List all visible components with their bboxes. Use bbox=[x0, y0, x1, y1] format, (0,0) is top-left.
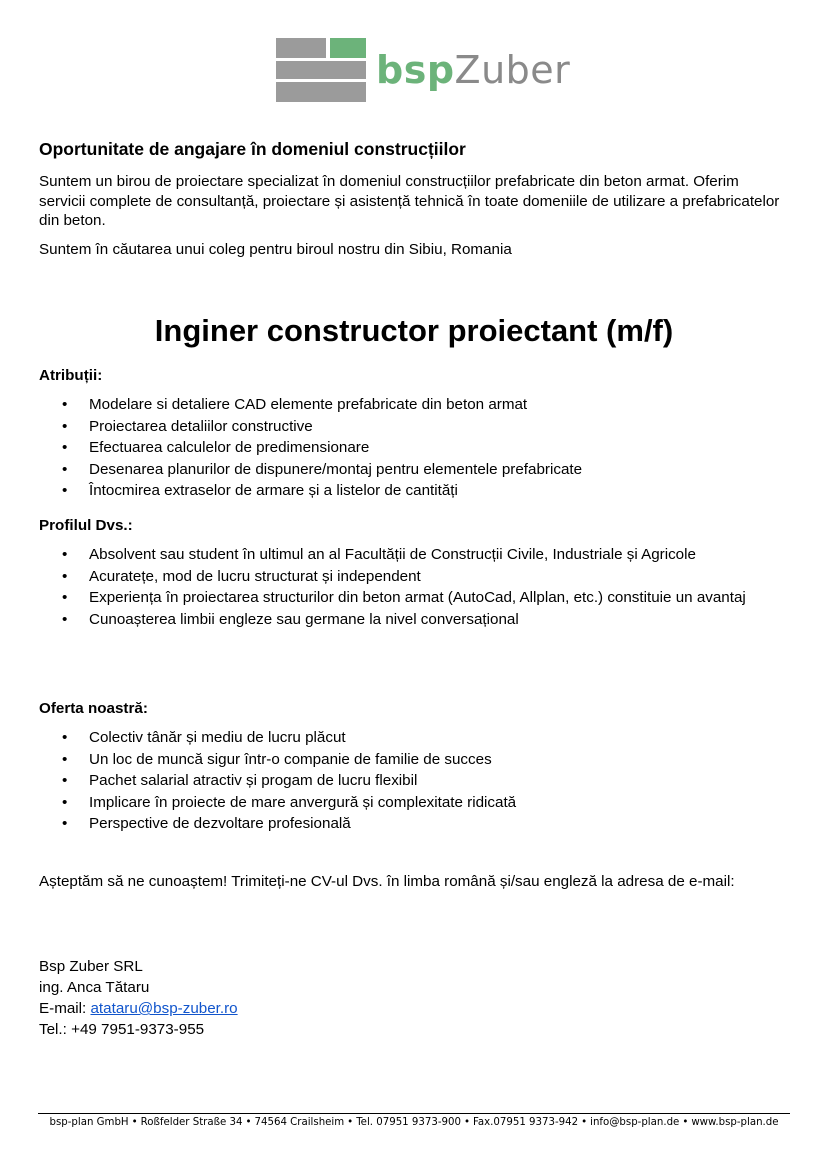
document-body bbox=[39, 138, 789, 1038]
location-paragraph: Suntem în căutarea unui coleg pentru biroul nostru din Sibiu, Romania bbox=[39, 240, 512, 258]
list-item: • Experiența în proiectarea structurilor din beton armat (AutoCad, Allplan, etc.) constituie un avantaj bbox=[39, 587, 789, 609]
contact-phone: Tel.: +49 7951-9373-955 bbox=[39, 1021, 205, 1038]
list-item: • Proiectarea detaliilor constructive bbox=[39, 416, 789, 438]
company-logo bbox=[276, 38, 571, 102]
list-item: • Cunoașterea limbii engleze sau germane la nivel conversațional bbox=[39, 609, 789, 631]
list-item: • Implicare în proiecte de mare anvergură și complexitate ridicată bbox=[39, 792, 789, 814]
page-headline: Oportunitate de angajare în domeniul construcțiilor bbox=[39, 139, 466, 159]
list-item: • Un loc de muncă sigur într-o companie de familie de succes bbox=[39, 749, 789, 771]
offer-section bbox=[39, 699, 789, 835]
footer-separator: • bbox=[463, 1117, 470, 1128]
logo-mark-icon bbox=[276, 38, 366, 102]
logo-brand-bold: bsp bbox=[376, 48, 455, 92]
logo-wordmark bbox=[376, 48, 570, 92]
list-item: • Întocmirea extraselor de armare și a listelor de cantități bbox=[39, 480, 789, 502]
footer-city: 74564 Crailsheim bbox=[254, 1117, 345, 1128]
footer-company: bsp-plan GmbH bbox=[49, 1117, 129, 1128]
offer-list bbox=[39, 727, 789, 835]
duties-section bbox=[39, 366, 789, 502]
profile-section bbox=[39, 516, 789, 630]
footer-separator: • bbox=[245, 1117, 252, 1128]
list-item: • Desenarea planurilor de dispunere/montaj pentru elementele prefabricate bbox=[39, 459, 789, 481]
job-title: Inginer constructor proiectant (m/f) bbox=[154, 313, 674, 348]
list-item: • Modelare si detaliere CAD elemente prefabricate din beton armat bbox=[39, 394, 789, 416]
duties-heading: Atribuții: bbox=[39, 367, 103, 384]
footer-separator: • bbox=[581, 1117, 588, 1128]
profile-heading: Profilul Dvs.: bbox=[39, 517, 133, 534]
footer-street: Roßfelder Straße 34 bbox=[140, 1117, 243, 1128]
list-item: • Pachet salarial atractiv și progam de lucru flexibil bbox=[39, 770, 789, 792]
contact-company: Bsp Zuber SRL bbox=[39, 958, 143, 975]
list-item: • Efectuarea calculelor de predimensionare bbox=[39, 437, 789, 459]
contact-block bbox=[39, 956, 789, 1040]
offer-heading: Oferta noastră: bbox=[39, 700, 148, 717]
footer-website: www.bsp-plan.de bbox=[691, 1117, 779, 1128]
footer-separator: • bbox=[347, 1117, 354, 1128]
footer-divider bbox=[38, 1113, 790, 1114]
profile-list bbox=[39, 544, 789, 630]
email-label: E-mail: bbox=[39, 1000, 91, 1017]
footer-separator: • bbox=[131, 1117, 138, 1128]
logo-brand-rest: Zuber bbox=[454, 48, 571, 92]
email-link[interactable]: atataru@bsp-zuber.ro bbox=[90, 1000, 238, 1017]
duties-list bbox=[39, 394, 789, 502]
footer bbox=[38, 1116, 790, 1130]
footer-fax: Fax.07951 9373-942 bbox=[472, 1117, 579, 1128]
footer-separator: • bbox=[682, 1117, 689, 1128]
contact-email-row bbox=[39, 998, 789, 1019]
list-item: • Acuratețe, mod de lucru structurat și independent bbox=[39, 566, 789, 588]
list-item: • Absolvent sau student în ultimul an al Facultății de Construcții Civile, Industriale și Agricole bbox=[39, 544, 789, 566]
list-item: • Perspective de dezvoltare profesională bbox=[39, 813, 789, 835]
list-item: • Colectiv tânăr și mediu de lucru plăcut bbox=[39, 727, 789, 749]
footer-phone: Tel. 07951 9373-900 bbox=[356, 1117, 461, 1128]
contact-person: ing. Anca Tătaru bbox=[39, 979, 150, 996]
closing-paragraph: Așteptăm să ne cunoaștem! Trimiteți-ne CV-ul Dvs. în limba română și/sau engleză la adresa de e-mail: bbox=[39, 873, 735, 890]
intro-paragraph: Suntem un birou de proiectare specializat în domeniul construcțiilor prefabricate din beton armat. Oferim servicii complete de consultanță, proiectare și asistență tehnică în toate domeniile de utilizare a prefabricatelor din beton. bbox=[39, 173, 780, 229]
footer-email: info@bsp-plan.de bbox=[590, 1117, 680, 1128]
